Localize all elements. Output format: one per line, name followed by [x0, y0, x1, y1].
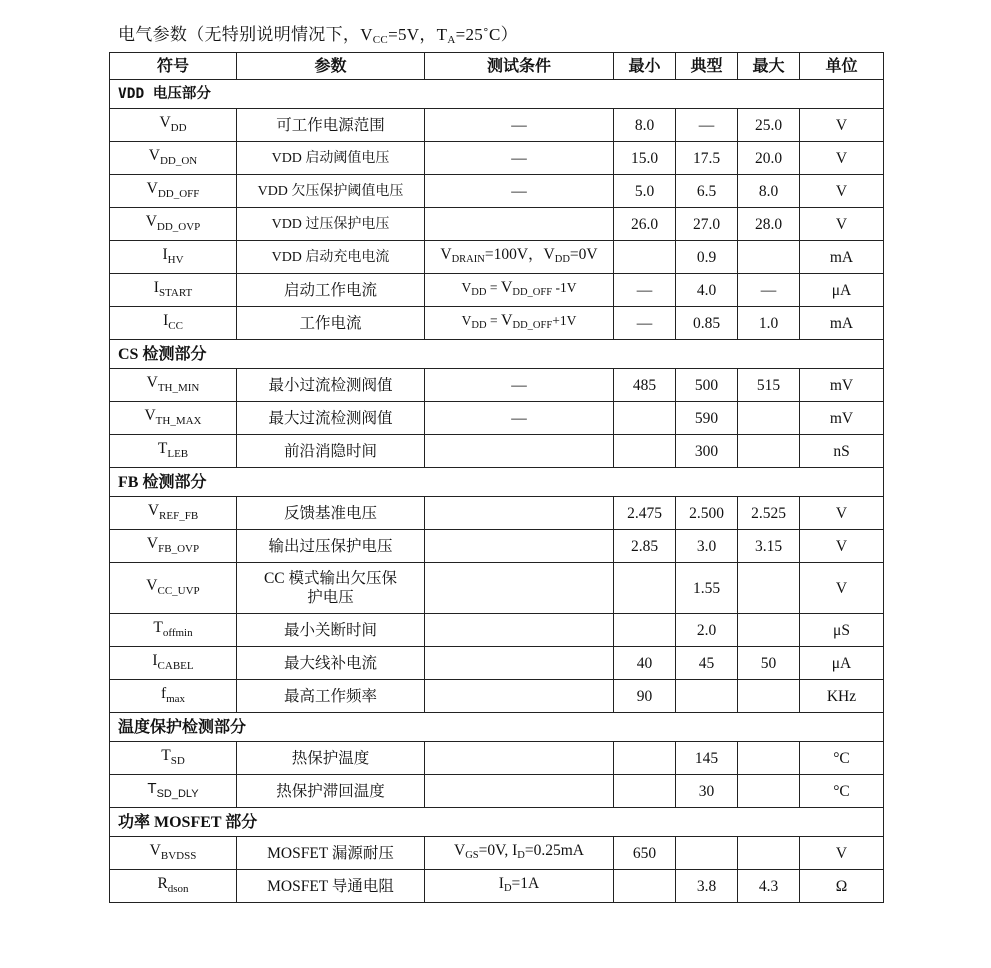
max-cell: [738, 614, 800, 647]
symbol-cell: $T_{SD}$: [110, 742, 237, 775]
min-cell: 40: [614, 647, 676, 680]
min-cell: 8.0: [614, 109, 676, 142]
param-cell: 热保护滞回温度: [237, 775, 425, 808]
table-row: [110, 563, 884, 614]
condition-cell: —: [425, 109, 614, 142]
max-cell: 2.525: [738, 497, 800, 530]
table-row: [110, 435, 884, 468]
param-cell: MOSFET 导通电阻: [237, 870, 425, 903]
symbol-cell: $V_{CC\_UVP}$: [110, 563, 237, 614]
table-row: [110, 870, 884, 903]
symbol-cell: $T_{SD\_DLY}$: [110, 775, 237, 808]
min-cell: [614, 870, 676, 903]
condition-cell: $V_{DRAIN}=100V$，$V_{DD}=0V$: [425, 241, 614, 274]
symbol-cell: $V_{REF\_FB}$: [110, 497, 237, 530]
symbol-cell: $V_{TH\_MAX}$: [110, 402, 237, 435]
table-header-row: [110, 53, 884, 80]
symbol-cell: $I_{START}$: [110, 274, 237, 307]
max-cell: [738, 742, 800, 775]
table-row: [110, 775, 884, 808]
max-cell: [738, 680, 800, 713]
min-cell: [614, 435, 676, 468]
table-row: [110, 175, 884, 208]
max-cell: 28.0: [738, 208, 800, 241]
min-cell: [614, 402, 676, 435]
min-cell: [614, 775, 676, 808]
condition-cell: [425, 742, 614, 775]
electrical-parameters-table: [109, 52, 884, 903]
section-row: 功率 MOSFET 部分: [110, 808, 884, 837]
max-cell: 20.0: [738, 142, 800, 175]
max-cell: 1.0: [738, 307, 800, 340]
condition-cell: [425, 435, 614, 468]
max-cell: [738, 402, 800, 435]
unit-cell: nS: [800, 435, 884, 468]
symbol-cell: $V_{DD\_OFF}$: [110, 175, 237, 208]
param-cell: VDD 欠压保护阈值电压: [237, 175, 425, 208]
symbol-cell: $V_{DD\_ON}$: [110, 142, 237, 175]
symbol-cell: $I_{CC}$: [110, 307, 237, 340]
condition-cell: —: [425, 175, 614, 208]
condition-cell: —: [425, 402, 614, 435]
symbol-cell: $f_{max}$: [110, 680, 237, 713]
typ-cell: 17.5: [676, 142, 738, 175]
page-title: 电气参数（无特别说明情况下，$V_{CC}=5V$，$T_A=25˚C$）: [118, 25, 518, 46]
symbol-cell: $I_{CABEL}$: [110, 647, 237, 680]
unit-cell: V: [800, 837, 884, 870]
min-cell: [614, 614, 676, 647]
unit-cell: μA: [800, 647, 884, 680]
symbol-cell: $V_{FB\_OVP}$: [110, 530, 237, 563]
condition-cell: [425, 530, 614, 563]
min-cell: [614, 563, 676, 614]
typ-cell: 1.55: [676, 563, 738, 614]
symbol-cell: $V_{DD\_OVP}$: [110, 208, 237, 241]
condition-cell: [425, 614, 614, 647]
max-cell: [738, 435, 800, 468]
param-cell: VDD 启动阈值电压: [237, 142, 425, 175]
symbol-cell: $V_{TH\_MIN}$: [110, 369, 237, 402]
table-row: [110, 680, 884, 713]
min-cell: —: [614, 274, 676, 307]
section-row: 温度保护检测部分: [110, 713, 884, 742]
unit-cell: μA: [800, 274, 884, 307]
typ-cell: 4.0: [676, 274, 738, 307]
unit-cell: Ω: [800, 870, 884, 903]
min-cell: 26.0: [614, 208, 676, 241]
table-row: [110, 837, 884, 870]
max-cell: 515: [738, 369, 800, 402]
typ-cell: [676, 680, 738, 713]
typ-cell: 300: [676, 435, 738, 468]
typ-cell: 590: [676, 402, 738, 435]
condition-cell: [425, 563, 614, 614]
typ-cell: 2.0: [676, 614, 738, 647]
max-cell: —: [738, 274, 800, 307]
condition-cell: [425, 647, 614, 680]
table-row: [110, 142, 884, 175]
typ-cell: 0.85: [676, 307, 738, 340]
typ-cell: 0.9: [676, 241, 738, 274]
unit-cell: V: [800, 563, 884, 614]
header-typ: 典型: [676, 53, 738, 80]
condition-cell: —: [425, 142, 614, 175]
table-row: [110, 402, 884, 435]
unit-cell: mA: [800, 241, 884, 274]
unit-cell: mV: [800, 402, 884, 435]
min-cell: [614, 742, 676, 775]
param-cell: CC 模式输出欠压保护电压: [237, 563, 425, 614]
max-cell: [738, 837, 800, 870]
table-row: [110, 614, 884, 647]
unit-cell: V: [800, 208, 884, 241]
max-cell: 4.3: [738, 870, 800, 903]
table-row: [110, 742, 884, 775]
typ-cell: 6.5: [676, 175, 738, 208]
typ-cell: 3.0: [676, 530, 738, 563]
unit-cell: V: [800, 142, 884, 175]
unit-cell: V: [800, 175, 884, 208]
unit-cell: KHz: [800, 680, 884, 713]
param-cell: 前沿消隐时间: [237, 435, 425, 468]
table-row: [110, 208, 884, 241]
section-row: FB 检测部分: [110, 468, 884, 497]
header-min: 最小: [614, 53, 676, 80]
condition-cell: [425, 680, 614, 713]
min-cell: 15.0: [614, 142, 676, 175]
max-cell: 25.0: [738, 109, 800, 142]
min-cell: 485: [614, 369, 676, 402]
param-cell: 最高工作频率: [237, 680, 425, 713]
param-cell: 启动工作电流: [237, 274, 425, 307]
param-cell: 最小关断时间: [237, 614, 425, 647]
typ-cell: [676, 837, 738, 870]
condition-cell: [425, 497, 614, 530]
max-cell: [738, 563, 800, 614]
typ-cell: 30: [676, 775, 738, 808]
symbol-cell: $V_{DD}$: [110, 109, 237, 142]
section-row: CS 检测部分: [110, 340, 884, 369]
condition-cell: —: [425, 369, 614, 402]
max-cell: 50: [738, 647, 800, 680]
symbol-cell: $V_{BVDSS}$: [110, 837, 237, 870]
header-max: 最大: [738, 53, 800, 80]
header-condition: 测试条件: [425, 53, 614, 80]
unit-cell: μS: [800, 614, 884, 647]
table-row: [110, 530, 884, 563]
min-cell: 2.475: [614, 497, 676, 530]
condition-cell: $V_{GS}=0V$, $I_D=0.25mA$: [425, 837, 614, 870]
unit-cell: mV: [800, 369, 884, 402]
symbol-cell: $R_{dson}$: [110, 870, 237, 903]
max-cell: 8.0: [738, 175, 800, 208]
param-cell: 最小过流检测阀值: [237, 369, 425, 402]
param-cell: VDD 过压保护电压: [237, 208, 425, 241]
unit-cell: °C: [800, 775, 884, 808]
table-row: [110, 274, 884, 307]
symbol-cell: $T_{LEB}$: [110, 435, 237, 468]
header-param: 参数: [237, 53, 425, 80]
param-cell: 最大过流检测阀值: [237, 402, 425, 435]
header-symbol: 符号: [110, 53, 237, 80]
table-row: [110, 307, 884, 340]
param-cell: 输出过压保护电压: [237, 530, 425, 563]
symbol-cell: $T_{offmin}$: [110, 614, 237, 647]
header-unit: 单位: [800, 53, 884, 80]
typ-cell: 2.500: [676, 497, 738, 530]
max-cell: [738, 775, 800, 808]
min-cell: 90: [614, 680, 676, 713]
table-row: [110, 497, 884, 530]
param-cell: 热保护温度: [237, 742, 425, 775]
typ-cell: —: [676, 109, 738, 142]
param-cell: MOSFET 漏源耐压: [237, 837, 425, 870]
table-row: [110, 109, 884, 142]
section-row: VDD 电压部分: [110, 80, 884, 109]
typ-cell: 27.0: [676, 208, 738, 241]
table-row: [110, 369, 884, 402]
table-row: [110, 647, 884, 680]
param-cell: 可工作电源范围: [237, 109, 425, 142]
typ-cell: 500: [676, 369, 738, 402]
min-cell: 2.85: [614, 530, 676, 563]
typ-cell: 45: [676, 647, 738, 680]
condition-cell: $V_{DD} = V_{DD\_OFF}+1V$: [425, 307, 614, 340]
min-cell: 5.0: [614, 175, 676, 208]
unit-cell: mA: [800, 307, 884, 340]
typ-cell: 145: [676, 742, 738, 775]
unit-cell: V: [800, 530, 884, 563]
param-cell: 反馈基准电压: [237, 497, 425, 530]
unit-cell: °C: [800, 742, 884, 775]
condition-cell: [425, 775, 614, 808]
unit-cell: V: [800, 109, 884, 142]
symbol-cell: $I_{HV}$: [110, 241, 237, 274]
max-cell: 3.15: [738, 530, 800, 563]
param-cell: 工作电流: [237, 307, 425, 340]
min-cell: [614, 241, 676, 274]
condition-cell: $V_{DD} = V_{DD\_OFF}$ -1V: [425, 274, 614, 307]
param-cell: 最大线补电流: [237, 647, 425, 680]
table-row: [110, 241, 884, 274]
typ-cell: 3.8: [676, 870, 738, 903]
condition-cell: $I_D=1A$: [425, 870, 614, 903]
min-cell: 650: [614, 837, 676, 870]
unit-cell: V: [800, 497, 884, 530]
param-cell: VDD 启动充电电流: [237, 241, 425, 274]
max-cell: [738, 241, 800, 274]
condition-cell: [425, 208, 614, 241]
min-cell: —: [614, 307, 676, 340]
